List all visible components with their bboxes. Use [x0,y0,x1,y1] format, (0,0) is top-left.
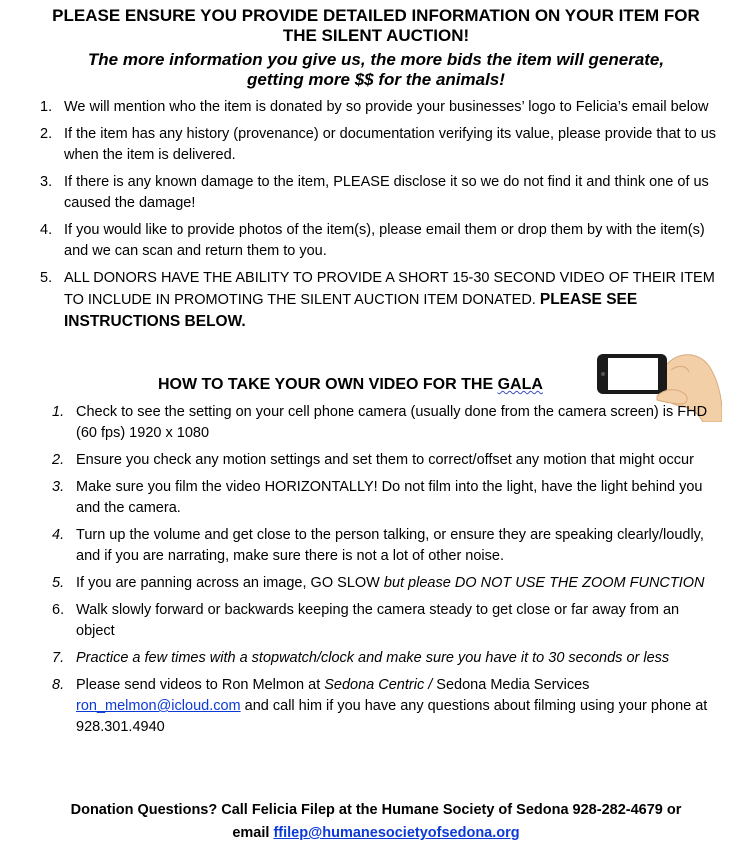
list-item-text: Make sure you film the video HORIZONTALLY! Do not film into the light, have the light behind you and the camera. [76,479,703,516]
list-item: 7. Practice a few times with a stopwatch/clock and make sure you have it to 30 seconds or less [52,650,670,666]
felicia-email-link[interactable]: ffilep@humanesocietyofsedona.org [273,825,520,841]
footer-email-line: email ffilep@humanesocietyofsedona.org [232,825,520,841]
list-item: 6. Walk slowly forward or backwards keeping the camera steady to get close or far away from an object [52,602,680,639]
list-item-text: Practice a few times with a stopwatch/clock and make sure you have it to 30 seconds or less [76,650,670,666]
list-item: 3. If there is any known damage to the item, PLEASE disclose it so we do not find it and think one of us caused the damage! [40,174,709,211]
list-item: 8. Please send videos to Ron Melmon at Sedona Centric / Sedona Media Services ron_melmon@icloud.com and call him if you have any questions about filming using your phone at 928.301.4940 [52,677,708,735]
donation-info-list [40,97,720,339]
list-item-text: We will mention who the item is donated by so provide your businesses’ logo to Felicia’s email below [64,99,709,115]
list-item: 3. Make sure you film the video HORIZONTALLY! Do not film into the light, have the light behind you and the camera. [52,479,703,516]
page-title-line-2: THE SILENT AUCTION! [282,26,470,45]
list-item: 4. Turn up the volume and get close to the person talking, or ensure they are speaking clearly/loudly, and if you are narrating, make sure there is not a lot of other noise. [52,527,704,564]
list-item-text: Walk slowly forward or backwards keeping the camera steady to get close or far away from an object [76,602,680,639]
video-section-heading: HOW TO TAKE YOUR OWN VIDEO FOR THE GALA [158,376,543,393]
list-item: 5. ALL DONORS HAVE THE ABILITY TO PROVIDE A SHORT 15-30 SECOND VIDEO OF THEIR ITEM TO INCLUDE IN PROMOTING THE SILENT AUCTION ITEM DONATED. PLEASE SEE INSTRUCTIONS BELOW. [40,270,715,330]
list-item-text: Turn up the volume and get close to the person talking, or ensure they are speaking clearly/loudly, and if you are narrating, make sure there is not a lot of other noise. [76,527,704,564]
video-instructions-list [52,402,712,744]
list-item-text: If the item has any history (provenance) or documentation verifying its value, please provide that to us when the item is delivered. [64,126,717,163]
list-item-text: If there is any known damage to the item, PLEASE disclose it so we do not find it and think one of us caused the damage! [64,174,709,211]
list-item-text: If you would like to provide photos of the item(s), please email them or drop them by with the item(s) and we can scan and return them to you. [64,222,705,259]
footer-contact-line: Donation Questions? Call Felicia Filep at the Humane Society of Sedona 928-282-4679 or [70,802,682,818]
list-item: 4. If you would like to provide photos of the item(s), please email them or drop them by with the item(s) and we can scan and return them to you. [40,222,705,259]
list-item: 2. If the item has any history (provenance) or documentation verifying its value, please provide that to us when the item is delivered. [40,126,717,163]
list-item: 2. Ensure you check any motion settings and set them to correct/offset any motion that might occur [52,452,694,468]
list-item-text: Check to see the setting on your cell phone camera (usually done from the camera screen) is FHD (60 fps) 1920 x 1080 [76,404,708,441]
list-item-text: Ensure you check any motion settings and set them to correct/offset any motion that might occur [76,452,694,468]
subtitle-line-2: getting more $$ for the animals! [247,70,505,89]
list-item: 1. Check to see the setting on your cell phone camera (usually done from the camera screen) is FHD (60 fps) 1920 x 1080 [52,404,708,441]
list-item-text: If you are panning across an image, GO SLOW [76,575,384,591]
ron-email-link[interactable]: ron_melmon@icloud.com [76,698,241,714]
list-item: 5. If you are panning across an image, GO SLOW but please DO NOT USE THE ZOOM FUNCTION [52,575,705,591]
list-item-text: ALL DONORS HAVE THE ABILITY TO PROVIDE A SHORT 15-30 SECOND VIDEO OF THEIR ITEM TO INCLUDE IN PROMOTING THE SILENT AUCTION ITEM DONATED. [64,270,715,308]
list-item: 1. We will mention who the item is donated by so provide your businesses’ logo to Felicia’s email below [40,99,709,115]
page-title-line-1: PLEASE ENSURE YOU PROVIDE DETAILED INFORMATION ON YOUR ITEM FOR [52,6,700,25]
subtitle-line-1: The more information you give us, the more bids the item will generate, [87,50,665,69]
instructions-callout: PLEASE SEE INSTRUCTIONS BELOW. [64,291,638,330]
list-item-italic: but please DO NOT USE THE ZOOM FUNCTION [383,575,705,591]
